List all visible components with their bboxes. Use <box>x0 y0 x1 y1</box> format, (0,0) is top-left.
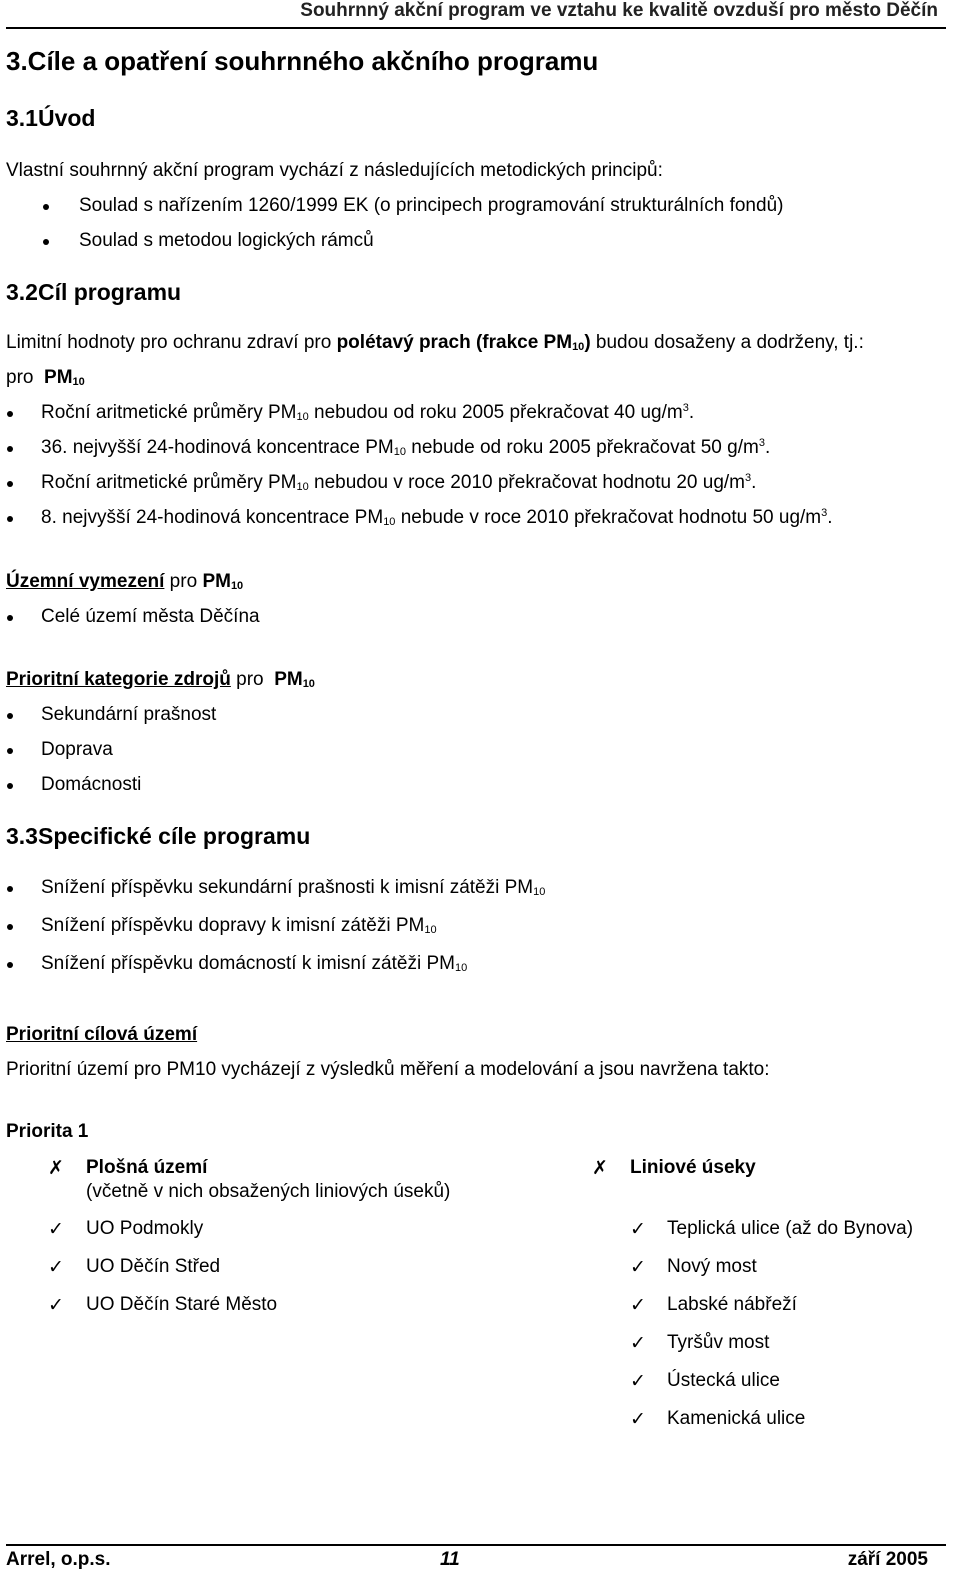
bullet-icon <box>7 886 13 892</box>
chapter-heading: 3.Cíle a opatření souhrnného akčního programu <box>6 46 599 76</box>
check-icon: ✓ <box>630 1257 646 1278</box>
bullet-icon <box>43 239 49 245</box>
check-icon: ✓ <box>630 1219 646 1240</box>
check-icon: ✓ <box>48 1219 64 1240</box>
pro-pm10-line <box>6 367 85 389</box>
source-item: Doprava <box>41 739 113 760</box>
target-areas-heading: Prioritní cílová území <box>6 1024 198 1045</box>
segment-item: Tyršův most <box>667 1332 770 1353</box>
segment-item: Teplická ulice (až do Bynova) <box>667 1218 914 1239</box>
bullet-icon <box>7 481 13 487</box>
check-icon: ✓ <box>630 1333 646 1354</box>
section-3-1-title: 3.1Úvod <box>6 105 96 131</box>
limit-statement <box>6 332 864 354</box>
segment-item: Nový most <box>667 1256 757 1277</box>
pm-sub: 10 <box>72 376 85 388</box>
priority-heading: Priorita 1 <box>6 1121 89 1142</box>
principle-item: Soulad s nařízením 1260/1999 EK (o principech programování strukturálních fondů) <box>79 195 784 216</box>
limit-item: 8. nejvyšší 24-hodinová koncentrace $PM_{10}$ nebude v roce 2010 překračovat hodnotu 50 $ug/m^3$. <box>41 507 833 528</box>
header-rule <box>6 27 946 29</box>
limit-pollutant: polétavý prach (frakce PM <box>336 332 573 353</box>
territory-label: Územní vymezení <box>6 571 165 592</box>
bullet-icon <box>7 615 13 621</box>
page-header: Souhrnný akční program ve vztahu ke kvalitě ovzduší pro město Děčín <box>300 0 938 21</box>
section-3-2-title: 3.2Cíl programu <box>6 279 182 305</box>
sources-heading: Prioritní kategorie zdrojů pro $PM_{10}$ <box>6 669 315 690</box>
source-item: Sekundární prašnost <box>41 704 217 725</box>
bullet-icon <box>7 924 13 930</box>
check-icon: ✓ <box>630 1409 646 1430</box>
section-3-3-title: 3.3Specifické cíle programu <box>6 823 311 849</box>
source-item: Domácnosti <box>41 774 142 795</box>
bullet-icon <box>7 411 13 417</box>
area-column-subtitle: (včetně v nich obsažených liniových úseků) <box>86 1181 451 1202</box>
limit-text-1: Limitní hodnoty pro ochranu zdraví pro <box>6 332 337 353</box>
check-icon: ✓ <box>630 1371 646 1392</box>
territory-heading: Územní vymezení pro $PM_{10}$ <box>6 571 244 592</box>
footer-date: září 2005 <box>847 1549 928 1570</box>
limit-paren: ) <box>584 332 591 353</box>
specific-goal-item: Snížení příspěvku domácností k imisní zátěži $PM_{10}$ <box>41 953 468 974</box>
sources-label: Prioritní kategorie zdrojů <box>6 669 231 690</box>
footer-rule <box>6 1544 946 1546</box>
limit-text-2: budou dosaženy a dodrženy, tj.: <box>590 332 864 353</box>
bullet-icon <box>7 713 13 719</box>
bullet-icon <box>7 783 13 789</box>
check-icon: ✓ <box>630 1295 646 1316</box>
bullet-icon <box>7 446 13 452</box>
segment-item: Kamenická ulice <box>667 1408 806 1429</box>
bullet-icon <box>7 516 13 522</box>
bullet-icon <box>43 204 49 210</box>
limit-item: Roční aritmetické průměry $PM_{10}$ nebudou od roku 2005 překračovat 40 $ug/m^3$. <box>41 402 695 423</box>
cross-icon: ✗ <box>48 1158 64 1179</box>
area-item: UO Děčín Střed <box>86 1256 221 1277</box>
bullet-icon <box>7 962 13 968</box>
footer-organization: Arrel, o.p.s. <box>6 1549 111 1570</box>
check-icon: ✓ <box>48 1295 64 1316</box>
area-item: UO Podmokly <box>86 1218 204 1239</box>
specific-goal-item: Snížení příspěvku sekundární prašnosti k imisní zátěži $PM_{10}$ <box>41 877 546 898</box>
limit-item: Roční aritmetické průměry $PM_{10}$ nebudou v roce 2010 překračovat hodnotu 20 $ug/m^3$. <box>41 472 757 493</box>
area-column-title: Plošná území <box>86 1157 208 1178</box>
page-number: 11 <box>440 1549 460 1570</box>
check-icon: ✓ <box>48 1257 64 1278</box>
section-3-1-intro: Vlastní souhrnný akční program vychází z následujících metodických principů: <box>6 160 663 181</box>
specific-goal-item: Snížení příspěvku dopravy k imisní zátěži $PM_{10}$ <box>41 915 437 936</box>
principle-item: Soulad s metodou logických rámců <box>79 230 374 251</box>
territory-item: Celé území města Děčína <box>41 606 260 627</box>
area-item: UO Děčín Staré Město <box>86 1294 278 1315</box>
limit-item: 36. nejvyšší 24-hodinová koncentrace $PM_{10}$ nebude od roku 2005 překračovat 50 $g/m^3$. <box>41 437 771 458</box>
cross-icon: ✗ <box>592 1158 608 1179</box>
pro-label: pro <box>6 367 34 388</box>
bullet-icon <box>7 748 13 754</box>
segment-item: Labské nábřeží <box>667 1294 797 1315</box>
limit-sub: 10 <box>572 341 585 353</box>
segment-item: Ústecká ulice <box>667 1370 780 1391</box>
target-areas-text: Prioritní území pro PM10 vycházejí z výsledků měření a modelování a jsou navržena takto: <box>6 1059 770 1080</box>
pm-label: PM <box>44 367 73 388</box>
segment-column-title: Liniové úseky <box>630 1157 756 1178</box>
